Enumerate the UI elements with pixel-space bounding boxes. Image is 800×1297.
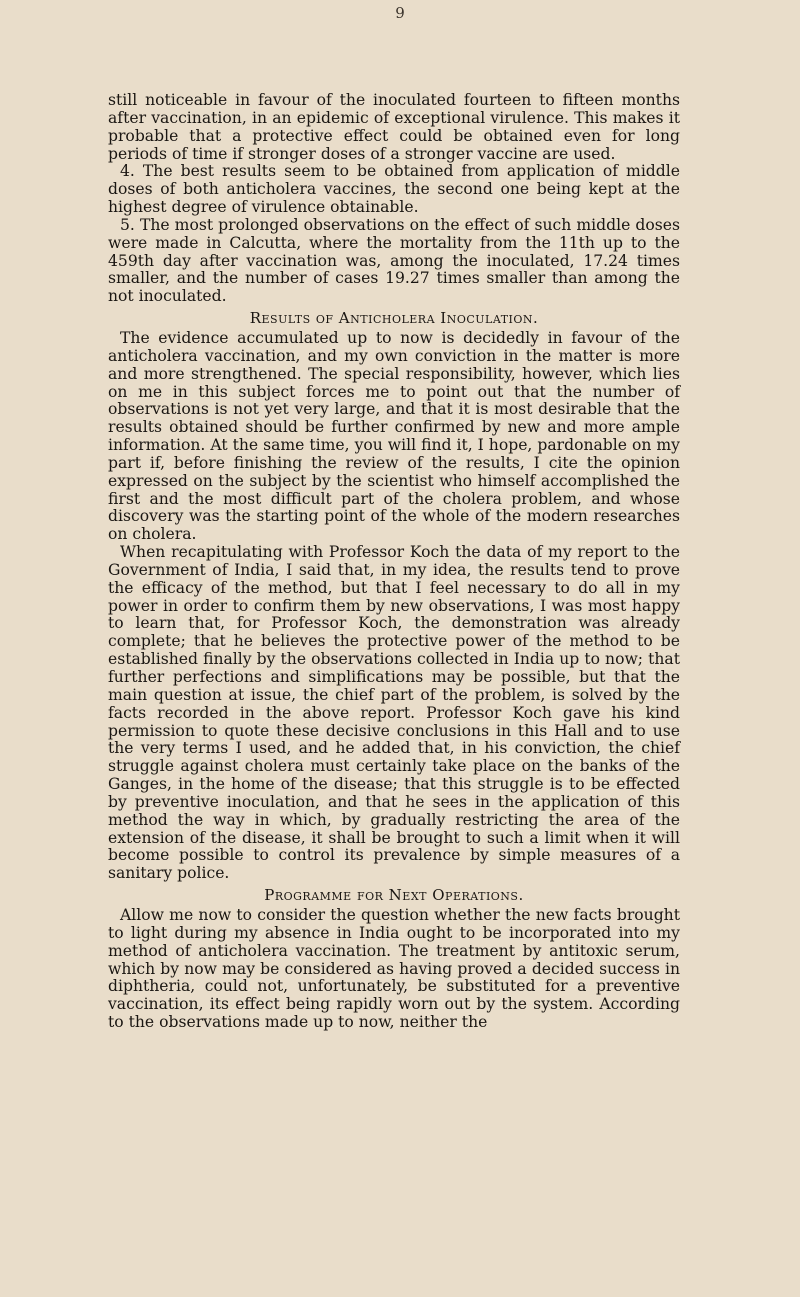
section-heading-programme: Programme for Next Operations. (264, 886, 524, 905)
paragraph: The evidence accumulated up to now is decidedly in favour of the anticholera vaccination, and my own conviction in the matter is more and more strengthened. The special responsibility, however, which lies on me in this subject forces me to point out that the number of observations is not yet very large, and that it is most desirable that the results obtained should be further confirmed by new and more ample information. At the same time, you will find it, I hope, pardonable on my part if, before finishing the review of the results, I cite the opinion expressed on the subject by the scientist who himself accomplished the first and the most difficult part of the cholera problem, and whose discovery was the starting point of the whole of the modern researches on cholera. (108, 328, 680, 544)
page-number: 9 (395, 4, 405, 22)
body-text (108, 92, 680, 1032)
section-heading-results: Results of Anticholera Inoculation. (249, 309, 539, 328)
paragraph: still noticeable in favour of the inoculated fourteen to fifteen months after vaccination, in an epidemic of exceptional virulence. This makes it probable that a protective effect could be obtained even for long periods of time if stronger doses of a stronger vaccine are used. (108, 91, 680, 163)
paragraph: 5. The most prolonged observations on the effect of such middle doses were made in Calcutta, where the mortality from the 11th up to the 459th day after vaccination was, among the inoculated, 17.24 times smaller, and the number of cases 19.27 times smaller than among the not inoculated. (108, 215, 680, 306)
paragraph: When recapitulating with Professor Koch the data of my report to the Government of India, I said that, in my idea, the results tend to prove the efficacy of the method, but that I feel necessary to do all in my power in order to confirm them by new observations, I was most happy to learn that, for Professor Koch, the demonstration was already complete; that he believes the protective power of the method to be established finally by the observations collected in India up to now; that further perfections and simplifications may be possible, but that the main question at issue, the chief part of the problem, is solved by the facts recorded in the above report. Professor Koch gave his kind permission to quote these decisive conclusions in this Hall and to use the very terms I used, and he added that, in his conviction, the chief struggle against cholera must certainly take place on the banks of the Ganges, in the home of the disease; that this struggle is to be effected by preventive inoculation, and that he sees in the application of this method the way in which, by gradually restricting the area of the extension of the disease, it shall be brought to such a limit when it will become possible to control its prevalence by simple measures of a sanitary police. (108, 543, 680, 883)
paragraph: 4. The best results seem to be obtained from application of middle doses of both anticholera vaccines, the second one being kept at the highest degree of virulence obtainable. (108, 162, 680, 217)
paragraph: Allow me now to consider the question whether the new facts brought to light during my absence in India ought to be incorporated into my method of anticholera vaccination. The treatment by antitoxic serum, which by now may be considered as having proved a decided success in diphtheria, could not, unfortunately, be substituted for a preventive vaccination, its effect being rapidly worn out by the system. According to the observations made up to now, neither the (108, 905, 680, 1032)
